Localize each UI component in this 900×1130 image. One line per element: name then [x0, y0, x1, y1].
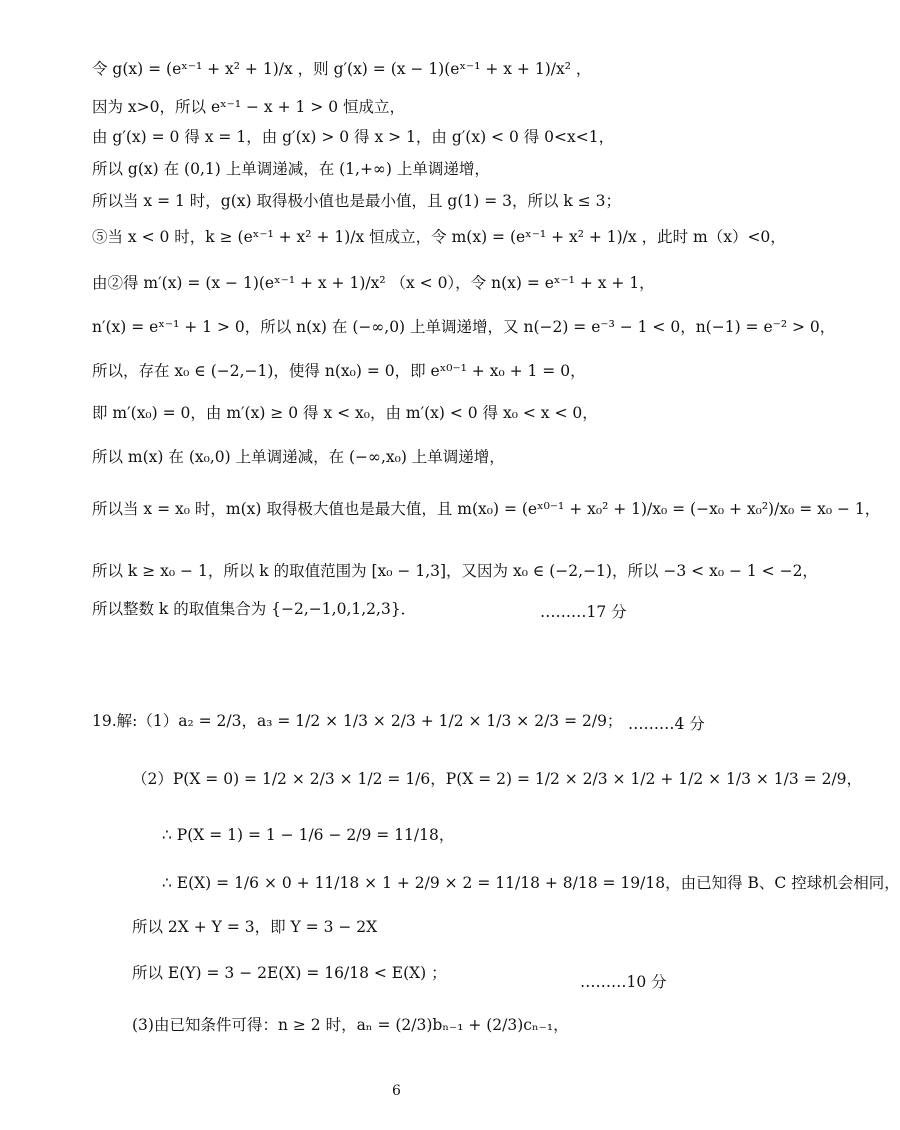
line-case-negative: ⑤当 x < 0 时，k ≥ (eˣ⁻¹ + x² + 1)/x 恒成立，令 m(x) = (eˣ⁻¹ + x² + 1)/x ，此时 m（x）<0， [92, 228, 786, 246]
line-x0-exists: 所以，存在 x₀ ∈ (−2,−1)，使得 n(x₀) = 0，即 eˣ⁰⁻¹ + x₀ + 1 = 0， [92, 362, 586, 380]
line-maximum: 所以当 x = x₀ 时，m(x) 取得极大值也是最大值，且 m(x₀) = (eˣ⁰⁻¹ + x₀² + 1)/x₀ = (−x₀ + x₀²)/x₀ = x₀ − 1， [92, 500, 881, 518]
score-10: ………10 分 [580, 973, 667, 991]
line-19-y: 所以 2X + Y = 3，即 Y = 3 − 2X [132, 918, 378, 936]
line-19-ex: ∴ E(X) = 1/6 × 0 + 11/18 × 1 + 2/9 × 2 = 11/18 + 8/18 = 19/18，由已知得 B、C 控球机会相同， [162, 874, 900, 892]
line-derivative-sign: 由 g′(x) = 0 得 x = 1，由 g′(x) > 0 得 x > 1，由 g′(x) < 0 得 0<x<1， [92, 128, 615, 146]
line-m-monotonic: 所以 m(x) 在 (x₀,0) 上单调递减，在 (−∞,x₀) 上单调递增， [92, 448, 505, 466]
line-19-part1: 19.解:（1）a₂ = 2/3，a₃ = 1/2 × 1/3 × 2/3 + 1/2 × 1/3 × 2/3 = 2/9； [92, 712, 623, 730]
line-19-px1: ∴ P(X = 1) = 1 − 1/6 − 2/9 = 11/18， [162, 826, 455, 844]
line-19-part2: （2）P(X = 0) = 1/2 × 2/3 × 1/2 = 1/6，P(X = 2) = 1/2 × 2/3 × 1/2 + 1/2 × 1/3 × 1/3 = 2/9， [132, 770, 863, 788]
score-4: ………4 分 [628, 715, 705, 733]
score-17: ………17 分 [540, 603, 627, 621]
line-k-range: 所以 k ≥ x₀ − 1，所以 k 的取值范围为 [x₀ − 1,3]，又因为 x₀ ∈ (−2,−1)，所以 −3 < x₀ − 1 < −2， [92, 562, 818, 580]
line-19-part3: (3)由已知条件可得：n ≥ 2 时，aₙ = (2/3)bₙ₋₁ + (2/3)cₙ₋₁， [132, 1016, 569, 1034]
line-integer-set: 所以整数 k 的取值集合为 {−2,−1,0,1,2,3}． [92, 600, 417, 618]
line-n-derivative: n′(x) = eˣ⁻¹ + 1 > 0，所以 n(x) 在 (−∞,0) 上单调递增，又 n(−2) = e⁻³ − 1 < 0，n(−1) = e⁻² > 0， [92, 318, 836, 336]
line-minimum: 所以当 x = 1 时，g(x) 取得极小值也是最小值，且 g(1) = 3，所以 k ≤ 3； [92, 192, 622, 210]
line-m-derivative: 由②得 m′(x) = (x − 1)(eˣ⁻¹ + x + 1)/x² （x < 0），令 n(x) = eˣ⁻¹ + x + 1， [92, 274, 655, 292]
line-positive: 因为 x>0，所以 eˣ⁻¹ − x + 1 > 0 恒成立， [92, 98, 405, 116]
line-m-prime-zero: 即 m′(x₀) = 0，由 m′(x) ≥ 0 得 x < x₀，由 m′(x) < 0 得 x₀ < x < 0， [92, 404, 598, 422]
page-number: 6 [392, 1083, 401, 1099]
line-19-ey: 所以 E(Y) = 3 − 2E(X) = 16/18 < E(X) ； [132, 964, 447, 982]
line-monotonic: 所以 g(x) 在 (0,1) 上单调递减，在 (1,+∞) 上单调递增， [92, 160, 490, 178]
line-g-definition: 令 g(x) = (eˣ⁻¹ + x² + 1)/x ，则 g′(x) = (x − 1)(eˣ⁻¹ + x + 1)/x² ， [92, 60, 592, 78]
